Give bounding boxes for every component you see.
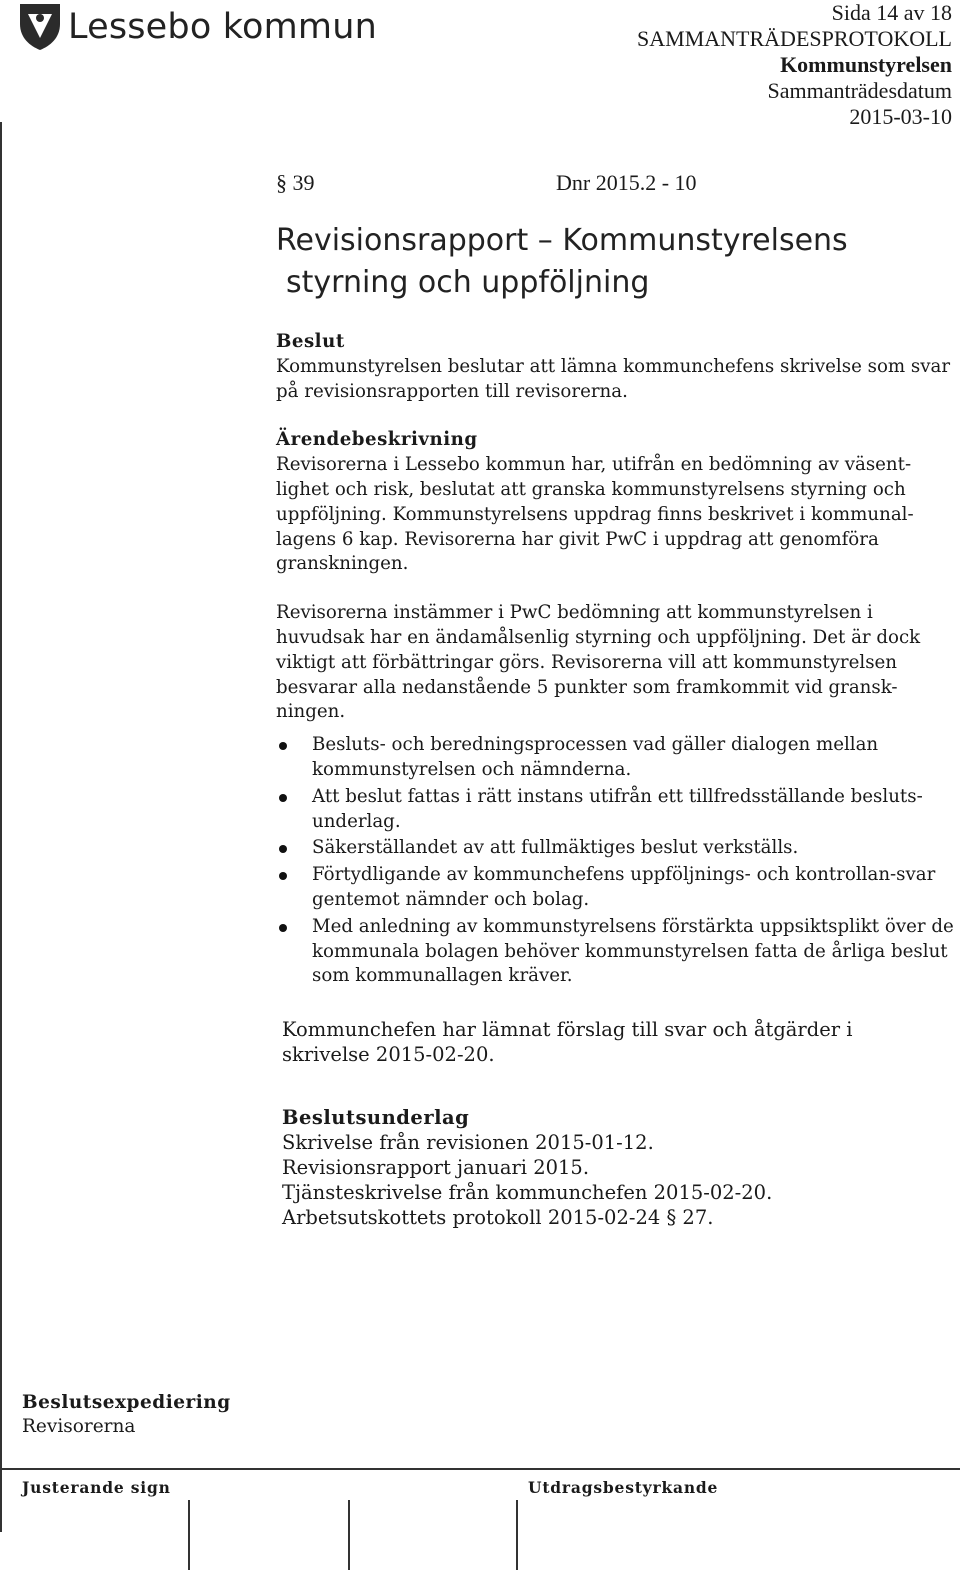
underlag-item: Tjänsteskrivelse från kommunchefen 2015-02-20. xyxy=(282,1181,773,1204)
signature-divider xyxy=(516,1500,518,1570)
underlag-heading: Beslutsunderlag xyxy=(282,1106,470,1129)
beslut-heading: Beslut xyxy=(276,331,345,352)
spacer xyxy=(276,577,956,601)
list-item: Att beslut fattas i rätt instans utifrån ett tillfredsställande besluts-underlag. xyxy=(276,785,956,835)
logo-text: Lessebo kommun xyxy=(68,7,377,47)
crest-icon xyxy=(18,2,62,52)
expediering-heading: Beslutsexpediering xyxy=(22,1392,231,1413)
diary-number: Dnr 2015.2 - 10 xyxy=(556,170,697,195)
document-type: SAMMANTRÄDESPROTOKOLL xyxy=(637,26,952,51)
page-number: Sida 14 av 18 xyxy=(831,0,952,25)
document-header xyxy=(637,0,952,130)
list-item: Säkerställandet av att fullmäktiges beslut verkställs. xyxy=(276,836,956,861)
list-item: Med anledning av kommunstyrelsens förstärkta uppsiktsplikt över de kommunala bolagen behöver kommunstyrelsen fatta de årliga beslut som kommunallagen kräver. xyxy=(276,915,956,989)
beslut-text: Kommunstyrelsen beslutar att lämna kommunchefens skrivelse som svar på revisionsrapporten till revisorerna. xyxy=(276,355,951,402)
spacer xyxy=(282,1067,942,1105)
main-content xyxy=(276,330,956,991)
points-list xyxy=(276,733,956,989)
arende-paragraph-1: Revisorerna i Lessebo kommun har, utifrån en bedömning av väsent-lighet och risk, beslutat att granska kommunstyrelsens styrning och uppföljning. Kommunstyrelsens uppdrag finns beskrivet i kommunal-lagens 6 kap. Revisorerna har givit PwC i uppdrag att genomföra granskningen. xyxy=(276,454,914,575)
list-item: Besluts- och beredningsprocessen vad gäller dialogen mellan kommunstyrelsen och nämnderna. xyxy=(276,733,956,783)
arende-heading: Ärendebeskrivning xyxy=(276,429,478,451)
expediering-recipient: Revisorerna xyxy=(22,1416,136,1437)
section-reference xyxy=(276,170,697,196)
underlag-item: Skrivelse från revisionen 2015-01-12. xyxy=(282,1131,654,1154)
distribution-block xyxy=(22,1391,231,1439)
spacer xyxy=(276,404,956,428)
underlag-item: Arbetsutskottets protokoll 2015-02-24 § 27. xyxy=(282,1206,714,1229)
secondary-content xyxy=(282,1017,942,1230)
margin-rule xyxy=(0,122,2,1532)
section-number: § 39 xyxy=(276,170,315,195)
meeting-date: 2015-03-10 xyxy=(849,104,952,129)
title-line-2: styrning och uppföljning xyxy=(286,265,650,300)
utdrag-label: Utdragsbestyrkande xyxy=(528,1478,719,1497)
body-name: Kommunstyrelsen xyxy=(780,52,952,77)
list-item: Förtydligande av kommunchefens uppföljnings- och kontrollan-svar gentemot nämnder och bolag. xyxy=(276,863,956,913)
kommunchef-text: Kommunchefen har lämnat förslag till svar och åtgärder i skrivelse 2015-02-20. xyxy=(282,1018,853,1066)
justerande-label: Justerande sign xyxy=(22,1478,171,1497)
title-line-1: Revisionsrapport – Kommunstyrelsens xyxy=(276,223,848,258)
date-label: Sammanträdesdatum xyxy=(767,78,952,103)
signature-divider xyxy=(188,1500,190,1570)
footer-divider xyxy=(0,1468,960,1470)
underlag-item: Revisionsrapport januari 2015. xyxy=(282,1156,590,1179)
arende-paragraph-2: Revisorerna instämmer i PwC bedömning att kommunstyrelsen i huvudsak har en ändamålsenlig styrning och uppföljning. Det är dock viktigt att förbättringar görs. Revisorerna vill att kommunstyrelsen besvarar alla nedanstående 5 punkter som framkommit vid gransk-ningen. xyxy=(276,602,921,723)
page-title xyxy=(276,220,848,304)
signature-divider xyxy=(348,1500,350,1570)
municipality-logo xyxy=(18,2,377,52)
